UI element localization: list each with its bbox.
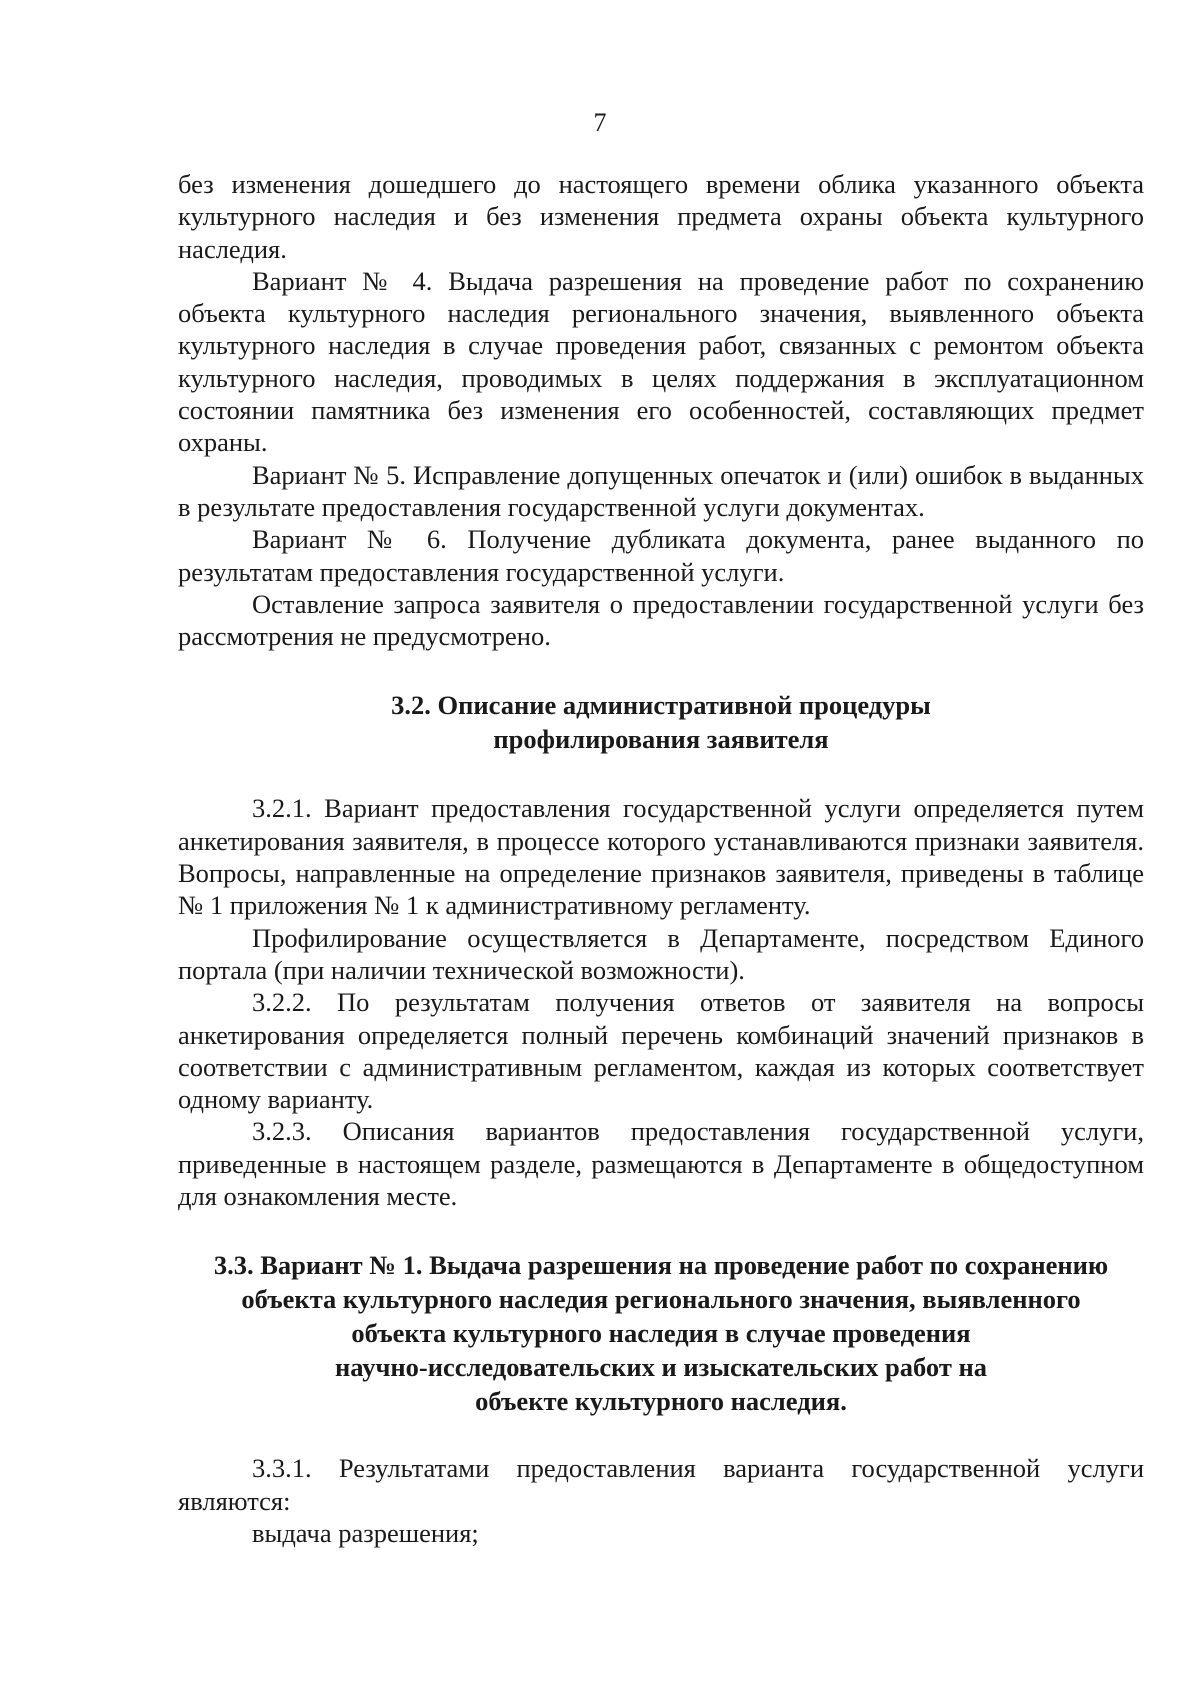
heading-3-3-line-2: объекта культурного наследия регионального значения, выявленного <box>241 1284 1081 1315</box>
paragraph-3-2-1: 3.2.1. Вариант предоставления государственной услуги определяется путем анкетирования заявителя, в процессе которого устанавливаются признаки заявителя. Вопросы, направленные на определение признаков заявителя, приведены в таблице № 1 приложения № 1 к административному регламенту. <box>178 793 1144 921</box>
paragraph-variant-6: Вариант № 6. Получение дубликата документа, ранее выданного по результатам предоставления государственной услуги. <box>178 524 1144 587</box>
paragraph-3-3-1: 3.3.1. Результатами предоставления варианта государственной услуги являются: <box>178 1453 1144 1516</box>
paragraph-variant-4: Вариант № 4. Выдача разрешения на проведение работ по сохранению объекта культурного наследия регионального значения, выявленного объекта культурного наследия в случае проведения работ, связанных с ремонтом объекта культурного наследия, проводимых в целях поддержания в эксплуатационном состоянии памятника без изменения его особенностей, составляющих предмет охраны. <box>178 265 1144 458</box>
page-number: 7 <box>593 108 607 137</box>
heading-3-3-line-5: объекте культурного наследия. <box>475 1386 847 1417</box>
paragraph-permit-issuance: выдача разрешения; <box>252 1517 479 1548</box>
heading-3-2-line-1: 3.2. Описание административной процедуры <box>391 690 931 721</box>
heading-3-2-line-2: профилирования заявителя <box>493 724 829 755</box>
paragraph-no-review: Оставление запроса заявителя о предоставлении государственной услуги без рассмотрения не предусмотрено. <box>178 588 1144 652</box>
section-heading-3-2 <box>178 688 1144 756</box>
paragraph-3-2-2: 3.2.2. По результатам получения ответов от заявителя на вопросы анкетирования определяется полный перечень комбинаций значений признаков в соответствии с административным регламентом, каждая из которых соответствует одному варианту. <box>178 987 1144 1115</box>
section-heading-3-3 <box>178 1248 1144 1418</box>
heading-3-3-line-4: научно-исследовательских и изыскательских работ на <box>335 1352 987 1383</box>
document-body <box>178 168 1144 1549</box>
paragraph-variant-5: Вариант № 5. Исправление допущенных опечаток и (или) ошибок в выданных в результате предоставления государственной услуги документах. <box>178 459 1144 522</box>
paragraph-3-2-3: 3.2.3. Описания вариантов предоставления государственной услуги, приведенные в настоящем разделе, размещаются в Департаменте в общедоступном для ознакомления месте. <box>178 1116 1144 1212</box>
heading-3-3-line-3: объекта культурного наследия в случае проведения <box>351 1318 971 1349</box>
paragraph-continuation: без изменения дошедшего до настоящего времени облика указанного объекта культурного наследия и без изменения предмета охраны объекта культурного наследия. <box>178 169 1144 264</box>
paragraph-profiling: Профилирование осуществляется в Департаменте, посредством Единого портала (при наличии технической возможности). <box>178 922 1144 985</box>
heading-3-3-line-1: 3.3. Вариант № 1. Выдача разрешения на проведение работ по сохранению <box>213 1250 1109 1281</box>
